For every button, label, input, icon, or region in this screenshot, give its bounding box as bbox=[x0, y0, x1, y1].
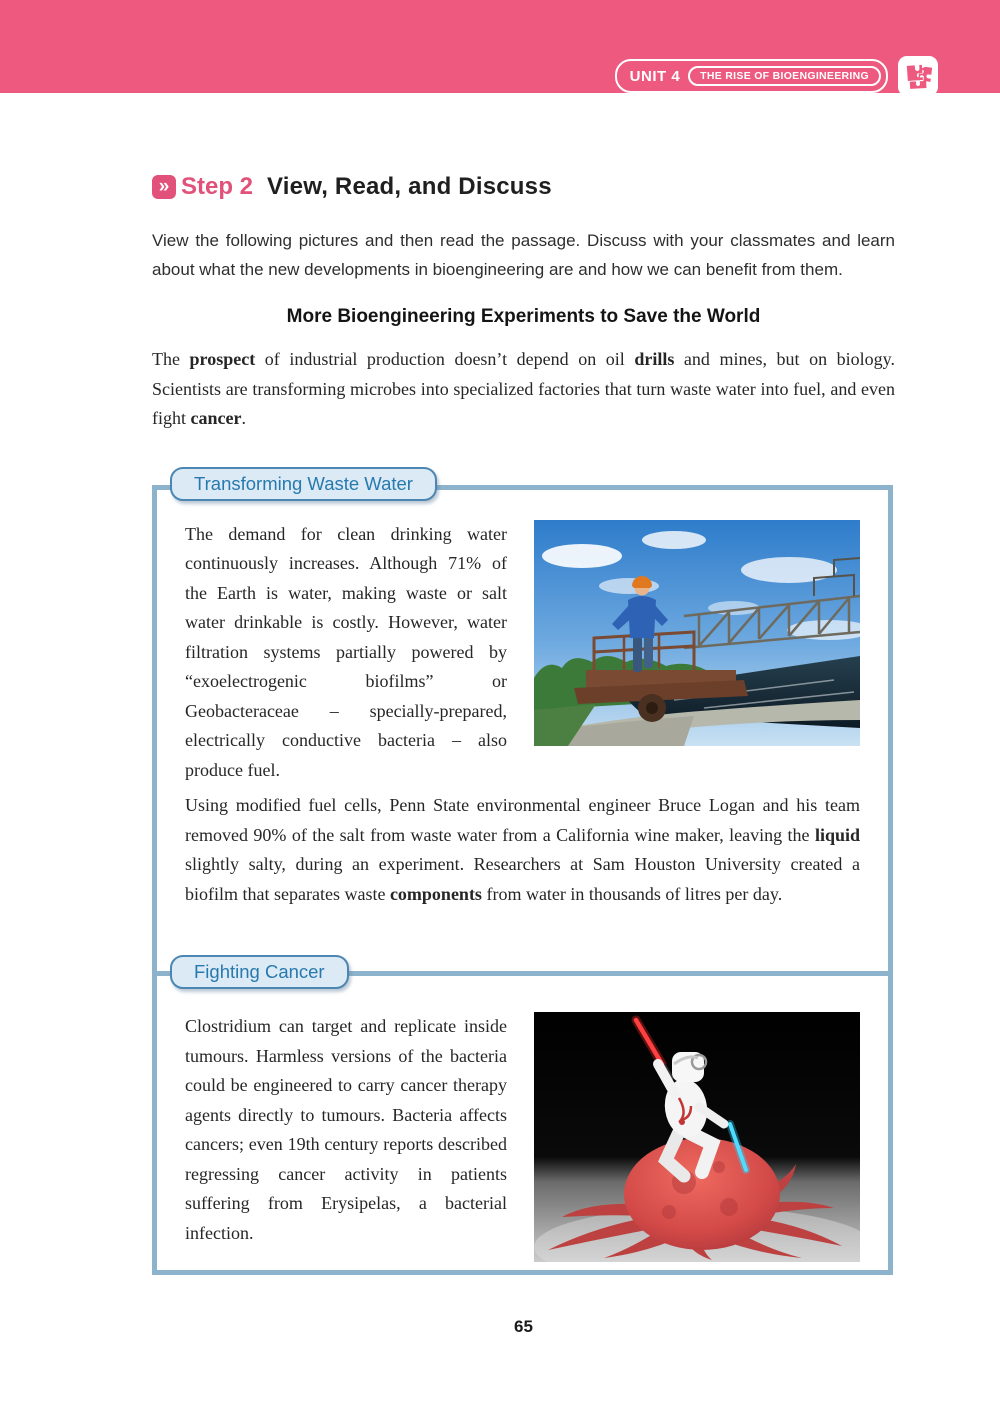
passage-title: More Bioengineering Experiments to Save the World bbox=[286, 306, 761, 327]
page-number: 65 bbox=[514, 1317, 533, 1336]
header-badges bbox=[615, 56, 938, 96]
section-tab-fighting-cancer: Fighting Cancer bbox=[170, 955, 349, 989]
unit-label: UNIT 4 bbox=[629, 67, 681, 85]
section-waste-water bbox=[185, 520, 860, 786]
section-tab-waste-water: Transforming Waste Water bbox=[170, 467, 437, 501]
section-divider bbox=[157, 961, 888, 982]
unit-title: THE RISE OF BIOENGINEERING bbox=[688, 66, 881, 86]
page-content bbox=[152, 173, 895, 1337]
section-continuation: Using modified fuel cells, Penn State environmental engineer Bruce Logan and his team removed 90% of the salt from waste water from a California wine maker, leaving the liquid slightly salty, during an experiment. Researchers at Sam Houston University created a biofilm that separates waste components from water in thousands of litres per day. bbox=[185, 795, 860, 904]
intro-paragraph: View the following pictures and then read the passage. Discuss with your classmates and learn about what the new developments in bioengineering are and how we can benefit from them. bbox=[152, 231, 895, 279]
cancer-fighter-photo bbox=[534, 1012, 860, 1262]
header-band bbox=[0, 0, 1000, 93]
lead-paragraph: The prospect of industrial production doesn’t depend on oil drills and mines, but on biology. Scientists are transforming microbes into specialized factories that turn waste water into fuel, and even fight cancer. bbox=[152, 349, 895, 428]
step-label: Step 2 bbox=[181, 173, 254, 200]
puzzle-icon bbox=[898, 56, 938, 96]
passage-box bbox=[152, 472, 893, 1276]
step-title: View, Read, and Discuss bbox=[267, 173, 552, 200]
unit-badge bbox=[615, 59, 888, 93]
section-text: Clostridium can target and replicate inside tumours. Harmless versions of the bacteria could be engineered to carry cancer therapy agents directly to tumours. Bacteria affects cancers; even 19th century reports described regressing cancer activity in patients suffering from Erysipelas, a bacterial infection. bbox=[185, 1016, 507, 1243]
wastewater-plant-photo bbox=[534, 520, 860, 746]
section-fighting-cancer bbox=[185, 1012, 860, 1262]
section-text: The demand for clean drinking water continuously increases. Although 71% of the Earth is water, making waste or salt water drinkable is costly. However, water filtration systems partially powered by “exoelectrogenic biofilms” or Geobacteraceae – specially-prepared, electrically conductive bacteria – also produce fuel. bbox=[185, 523, 507, 780]
double-chevron-icon: » bbox=[152, 175, 176, 199]
step-heading bbox=[152, 173, 895, 201]
